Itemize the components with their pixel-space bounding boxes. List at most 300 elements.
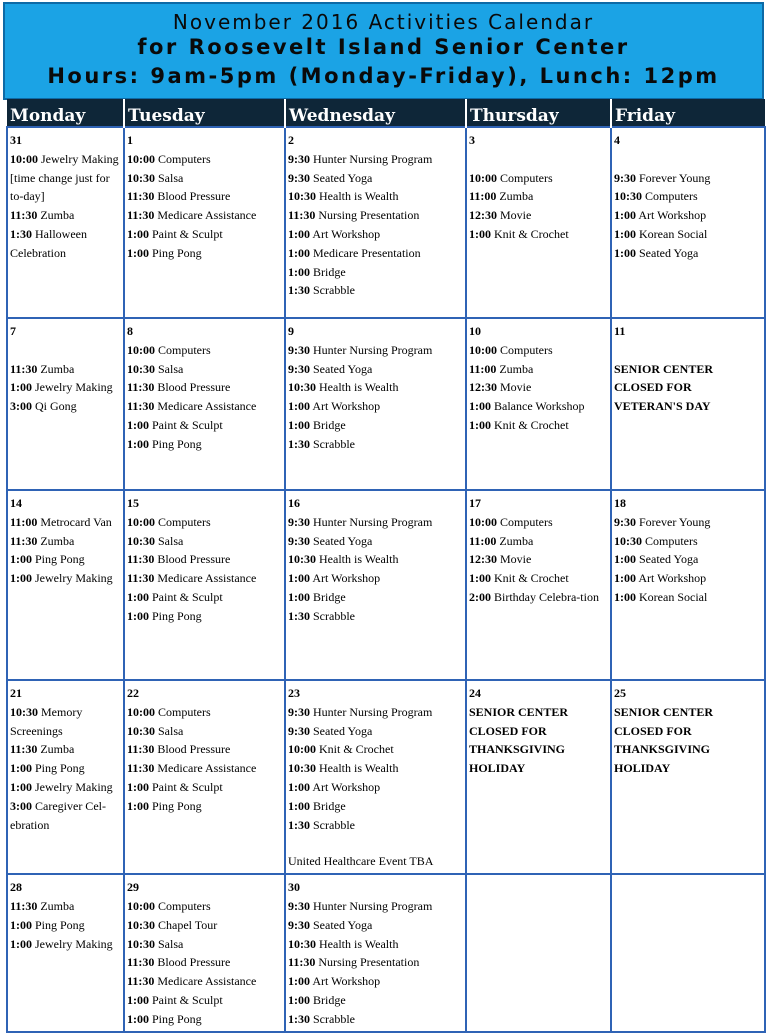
activity-name: Knit & Crochet: [494, 571, 569, 586]
day-cell: [611, 874, 765, 1031]
activity-time: 1:00: [10, 936, 32, 951]
activity-name: Salsa: [158, 533, 184, 548]
activity-name: Seated Yoga: [313, 170, 373, 185]
activity-item: [288, 513, 463, 532]
activity-item: [127, 703, 282, 722]
activity-item: [10, 360, 121, 379]
activity-item: [127, 759, 282, 778]
spacer: [10, 341, 121, 360]
activity-item: [127, 588, 282, 607]
activity-name: Blood Pressure: [157, 552, 231, 567]
activity-name: Bridge: [313, 264, 346, 279]
weekday-thursday: Thursday: [466, 99, 611, 127]
activity-time: 11:30: [10, 208, 38, 223]
activity-time: 11:30: [127, 189, 155, 204]
activity-item: [10, 225, 121, 263]
activity-name: Blood Pressure: [157, 955, 231, 970]
activity-time: 11:00: [10, 514, 38, 529]
day-number: 21: [10, 686, 22, 700]
activity-time: 11:30: [127, 742, 155, 757]
activity-item: [10, 759, 121, 778]
activity-name: Health is Wealth: [319, 552, 399, 567]
day-cell: [7, 127, 124, 318]
activity-item: [10, 206, 121, 225]
activity-name: Memory Screenings: [10, 704, 83, 738]
activity-item: [10, 378, 121, 397]
activity-name: Seated Yoga: [313, 917, 373, 932]
activity-time: 1:00: [614, 552, 636, 567]
day-cell: [611, 490, 765, 680]
day-cell: [285, 874, 466, 1031]
activity-time: 1:00: [614, 208, 636, 223]
activity-name: Art Workshop: [312, 226, 381, 241]
activity-item: [127, 187, 282, 206]
week-row: [7, 127, 765, 318]
activity-item: [288, 991, 463, 1010]
day-cell: [466, 874, 611, 1031]
activity-item: [127, 378, 282, 397]
calendar-header: [3, 2, 764, 100]
day-cell: [124, 680, 285, 874]
activity-time: 11:30: [127, 974, 155, 989]
closed-notice: SENIOR CENTER CLOSED FOR THANKSGIVING HOLIDAY: [469, 704, 569, 776]
activity-name: Bridge: [313, 798, 346, 813]
activity-item: [10, 935, 121, 954]
activity-name: Medicare Assistance: [157, 761, 257, 776]
spacer: [469, 150, 608, 169]
day-cell: [124, 127, 285, 318]
day-number: 29: [127, 880, 139, 895]
activity-time: 11:30: [10, 361, 38, 376]
activity-item: [288, 435, 463, 454]
activity-name: Medicare Assistance: [157, 399, 257, 414]
activity-item: [10, 513, 121, 532]
day-number: 2: [288, 133, 294, 147]
activity-time: 10:30: [288, 936, 316, 951]
day-number: 16: [288, 496, 300, 510]
activity-name: Paint & Sculpt: [152, 779, 223, 794]
day-number: 22: [127, 686, 139, 700]
activity-time: 9:30: [288, 361, 310, 376]
weekday-monday: Monday: [7, 99, 124, 127]
day-number: 28: [10, 880, 22, 895]
activity-time: 9:30: [614, 170, 636, 185]
activity-name: Paint & Sculpt: [152, 589, 223, 604]
activity-item: [127, 722, 282, 741]
activity-time: 10:30: [288, 761, 316, 776]
day-cell: [7, 318, 124, 490]
activity-name: Hunter Nursing Program: [313, 704, 433, 719]
closed-notice: SENIOR CENTER CLOSED FOR VETERAN'S DAY: [614, 361, 714, 414]
activity-time: 1:00: [288, 571, 310, 586]
day-cell: [7, 874, 124, 1031]
activity-item: [288, 150, 463, 169]
activity-item: [288, 341, 463, 360]
activity-time: 11:00: [469, 361, 497, 376]
activity-name: Scrabble: [313, 608, 355, 623]
activity-name: Health is Wealth: [319, 380, 399, 395]
event-note: United Healthcare Event TBA: [288, 854, 434, 869]
activity-item: [10, 797, 121, 835]
activity-time: 11:30: [127, 761, 155, 776]
activity-item: [10, 897, 121, 916]
day-number: 24: [469, 686, 481, 700]
activity-name: Art Workshop: [312, 399, 381, 414]
activity-time: 1:30: [288, 283, 310, 298]
day-cell: [285, 680, 466, 874]
activity-time: 1:00: [469, 417, 491, 432]
activity-time: 1:00: [288, 974, 310, 989]
activity-item: [469, 378, 608, 397]
activity-name: Ping Pong: [35, 761, 85, 776]
center-name: for Roosevelt Island Senior Center: [137, 35, 630, 59]
activity-name: Scrabble: [313, 817, 355, 832]
activity-item: [614, 244, 762, 263]
activity-name: Chapel Tour: [158, 917, 218, 932]
activity-time: 1:00: [10, 779, 32, 794]
activity-time: 1:00: [127, 1011, 149, 1026]
activity-time: 9:30: [288, 342, 310, 357]
activity-name: Korean Social: [639, 226, 708, 241]
activity-name: Salsa: [158, 361, 184, 376]
activity-name: Hunter Nursing Program: [313, 514, 433, 529]
activity-item: [127, 150, 282, 169]
activity-name: Paint & Sculpt: [152, 417, 223, 432]
activity-item: [127, 916, 282, 935]
activity-name: Knit & Crochet: [494, 417, 569, 432]
activity-name: Computers: [158, 898, 211, 913]
activity-item: [469, 360, 608, 379]
activity-item: [288, 532, 463, 551]
activity-item: [469, 169, 608, 188]
activity-name: Health is Wealth: [319, 936, 399, 951]
activity-item: [288, 244, 463, 263]
activity-name: Movie: [500, 208, 532, 223]
activity-time: 10:30: [288, 189, 316, 204]
activity-time: 1:00: [614, 571, 636, 586]
activity-time: 10:30: [127, 170, 155, 185]
calendar-grid: [6, 99, 766, 1033]
activity-time: 9:30: [288, 704, 310, 719]
activity-time: 10:30: [127, 723, 155, 738]
day-number: 7: [10, 324, 16, 338]
activity-name: Forever Young: [639, 514, 711, 529]
activity-time: 12:30: [469, 552, 497, 567]
activity-name: Metrocard Van: [40, 514, 112, 529]
activity-name: Zumba: [40, 361, 75, 376]
activity-item: [469, 532, 608, 551]
activity-time: 1:00: [288, 417, 310, 432]
activity-item: [288, 588, 463, 607]
activity-name: Zumba: [40, 208, 75, 223]
spacer: [614, 341, 762, 360]
day-cell: [124, 874, 285, 1031]
day-cell: [611, 318, 765, 490]
activity-time: 11:00: [469, 533, 497, 548]
day-cell: [7, 490, 124, 680]
activity-time: 1:00: [288, 798, 310, 813]
activity-name: Ping Pong: [152, 245, 202, 260]
activity-name: Halloween Celebration: [10, 226, 87, 260]
activity-time: 3:00: [10, 399, 32, 414]
activity-name: Balance Workshop: [494, 399, 585, 414]
activity-name: Art Workshop: [312, 779, 381, 794]
activity-item: [288, 816, 463, 835]
activity-item: [288, 187, 463, 206]
activity-name: Jewelry Making: [35, 936, 113, 951]
activity-time: 1:00: [288, 779, 310, 794]
activity-time: 11:30: [127, 552, 155, 567]
activity-name: Art Workshop: [638, 208, 707, 223]
activity-name: Computers: [645, 189, 698, 204]
activity-name: Jewelry Making: [35, 380, 113, 395]
day-number: 23: [288, 686, 300, 700]
activity-item: [288, 778, 463, 797]
activity-time: 1:00: [10, 571, 32, 586]
activity-item: [288, 378, 463, 397]
activity-time: 1:00: [288, 992, 310, 1007]
weekday-header-row: [7, 99, 765, 127]
activity-time: 10:00: [469, 342, 497, 357]
activity-name: Zumba: [40, 533, 75, 548]
activity-item: [127, 550, 282, 569]
activity-name: Jewelry Making: [35, 571, 113, 586]
activity-time: 1:00: [127, 779, 149, 794]
activity-time: 1:00: [288, 245, 310, 260]
activity-time: 3:00: [10, 798, 32, 813]
activity-item: [469, 513, 608, 532]
activity-item: [288, 916, 463, 935]
activity-name: Art Workshop: [312, 571, 381, 586]
activity-name: Scrabble: [313, 436, 355, 451]
activity-name: Jewelry Making: [35, 779, 113, 794]
activity-time: 2:00: [469, 589, 491, 604]
activity-name: Blood Pressure: [157, 189, 231, 204]
activity-item: [288, 281, 463, 300]
day-cell: [466, 490, 611, 680]
activity-item: [288, 397, 463, 416]
activity-item: [127, 778, 282, 797]
activity-item: [288, 759, 463, 778]
activity-name: Qi Gong: [35, 399, 77, 414]
day-cell: [466, 127, 611, 318]
day-number: 3: [469, 133, 475, 147]
activity-time: 1:00: [127, 798, 149, 813]
activity-time: 9:30: [288, 151, 310, 166]
activity-item: [288, 972, 463, 991]
activity-item: [288, 953, 463, 972]
activity-item: [469, 588, 608, 607]
day-cell: [611, 127, 765, 318]
activity-name: Computers: [500, 514, 553, 529]
activity-item: [127, 341, 282, 360]
activity-item: [614, 588, 762, 607]
activity-name: Zumba: [40, 742, 75, 757]
activity-name: Seated Yoga: [639, 245, 699, 260]
activity-name: Birthday Celebra-tion: [494, 589, 599, 604]
activity-item: [127, 897, 282, 916]
activity-item: [614, 550, 762, 569]
activity-item: [127, 532, 282, 551]
activity-item: [288, 935, 463, 954]
activity-item: [127, 397, 282, 416]
day-number: 10: [469, 324, 481, 338]
activity-item: [469, 416, 608, 435]
activity-time: 1:30: [288, 608, 310, 623]
activity-item: [614, 206, 762, 225]
day-cell: [285, 490, 466, 680]
activity-item: [127, 935, 282, 954]
activity-time: 11:30: [288, 955, 316, 970]
activity-name: Nursing Presentation: [318, 955, 420, 970]
activity-time: 11:30: [10, 742, 38, 757]
day-cell: [285, 127, 466, 318]
activity-name: Ping Pong: [35, 917, 85, 932]
activity-time: 1:00: [127, 245, 149, 260]
activity-time: 10:30: [288, 380, 316, 395]
activity-time: 10:00: [469, 514, 497, 529]
activity-item: [469, 187, 608, 206]
activity-name: Forever Young: [639, 170, 711, 185]
weekday-friday: Friday: [611, 99, 765, 127]
activity-time: 1:00: [10, 380, 32, 395]
activity-time: 11:30: [127, 399, 155, 414]
activity-name: Seated Yoga: [313, 723, 373, 738]
day-cell: [124, 490, 285, 680]
activity-item: [614, 187, 762, 206]
activity-time: 1:00: [469, 571, 491, 586]
activity-item: [288, 206, 463, 225]
activity-time: 11:30: [10, 533, 38, 548]
activity-time: 1:00: [288, 589, 310, 604]
activity-name: Medicare Presentation: [313, 245, 421, 260]
activity-name: Knit & Crochet: [319, 742, 394, 757]
activity-name: Bridge: [313, 417, 346, 432]
activity-name: Salsa: [158, 723, 184, 738]
activity-name: Bridge: [313, 992, 346, 1007]
day-number: 14: [10, 496, 22, 510]
activity-name: Medicare Assistance: [157, 974, 257, 989]
activity-item: [614, 225, 762, 244]
activity-name: Zumba: [499, 361, 534, 376]
activity-time: 10:00: [127, 704, 155, 719]
activity-time: 9:30: [288, 917, 310, 932]
activity-time: 11:30: [127, 208, 155, 223]
activity-name: Blood Pressure: [157, 380, 231, 395]
activity-time: 1:00: [10, 761, 32, 776]
activity-item: [10, 150, 121, 206]
day-number: 18: [614, 496, 626, 510]
activity-time: 1:00: [614, 245, 636, 260]
activity-item: [469, 206, 608, 225]
activity-item: [10, 397, 121, 416]
activity-time: 1:00: [127, 226, 149, 241]
activity-name: Scrabble: [313, 283, 355, 298]
activity-time: 10:30: [10, 704, 38, 719]
activity-name: Ping Pong: [35, 552, 85, 567]
day-cell: [285, 318, 466, 490]
activity-item: [288, 569, 463, 588]
activity-name: Ping Pong: [152, 798, 202, 813]
activity-item: [127, 991, 282, 1010]
activity-time: 10:30: [614, 533, 642, 548]
activity-time: 9:30: [288, 170, 310, 185]
activity-item: [614, 532, 762, 551]
activity-time: 9:30: [288, 514, 310, 529]
activity-name: Caregiver Cel-ebration: [10, 798, 106, 832]
activity-name: Movie: [500, 552, 532, 567]
activity-name: Nursing Presentation: [318, 208, 420, 223]
activity-time: 11:30: [127, 571, 155, 586]
activity-item: [469, 397, 608, 416]
activity-name: Paint & Sculpt: [152, 226, 223, 241]
activity-time: 1:00: [10, 552, 32, 567]
day-cell: [466, 318, 611, 490]
activity-name: Ping Pong: [152, 1011, 202, 1026]
activity-item: [469, 550, 608, 569]
activity-item: [288, 1010, 463, 1029]
activity-item: [288, 225, 463, 244]
activity-item: [288, 607, 463, 626]
activity-name: Computers: [158, 514, 211, 529]
activity-item: [10, 703, 121, 741]
activity-item: [127, 513, 282, 532]
day-number: 4: [614, 133, 620, 147]
activity-item: [288, 703, 463, 722]
activity-time: 9:30: [614, 514, 636, 529]
activity-time: 12:30: [469, 380, 497, 395]
day-number: 1: [127, 133, 133, 147]
activity-time: 11:30: [127, 380, 155, 395]
activity-name: Seated Yoga: [313, 533, 373, 548]
activity-item: [127, 797, 282, 816]
activity-name: Art Workshop: [638, 571, 707, 586]
activity-item: [127, 360, 282, 379]
activity-name: Zumba: [40, 898, 75, 913]
activity-item: [288, 263, 463, 282]
activity-item: [614, 513, 762, 532]
activity-time: 9:30: [288, 533, 310, 548]
activity-time: 1:30: [288, 1011, 310, 1026]
activity-item: [288, 360, 463, 379]
activity-time: 10:00: [288, 742, 316, 757]
activity-time: 10:30: [127, 533, 155, 548]
activity-name: Health is Wealth: [319, 761, 399, 776]
closed-notice: SENIOR CENTER CLOSED FOR THANKSGIVING HOLIDAY: [614, 704, 714, 776]
day-number: 11: [614, 324, 626, 338]
activity-time: 10:00: [127, 898, 155, 913]
activity-name: Salsa: [158, 936, 184, 951]
activity-time: 1:30: [288, 436, 310, 451]
activity-name: Korean Social: [639, 589, 708, 604]
activity-time: 10:00: [127, 514, 155, 529]
week-row: [7, 318, 765, 490]
day-number: 31: [10, 133, 22, 147]
activity-time: 1:00: [288, 226, 310, 241]
day-number: 8: [127, 324, 133, 338]
week-row: [7, 680, 765, 874]
activity-time: 10:30: [127, 936, 155, 951]
activity-item: [127, 607, 282, 626]
day-cell: [611, 680, 765, 874]
hours-line: Hours: 9am-5pm (Monday-Friday), Lunch: 12pm: [47, 64, 720, 88]
activity-item: [127, 206, 282, 225]
activity-item: [10, 532, 121, 551]
activity-time: 10:00: [469, 170, 497, 185]
activity-name: Salsa: [158, 170, 184, 185]
activity-time: 9:30: [288, 898, 310, 913]
weekday-tuesday: Tuesday: [124, 99, 285, 127]
